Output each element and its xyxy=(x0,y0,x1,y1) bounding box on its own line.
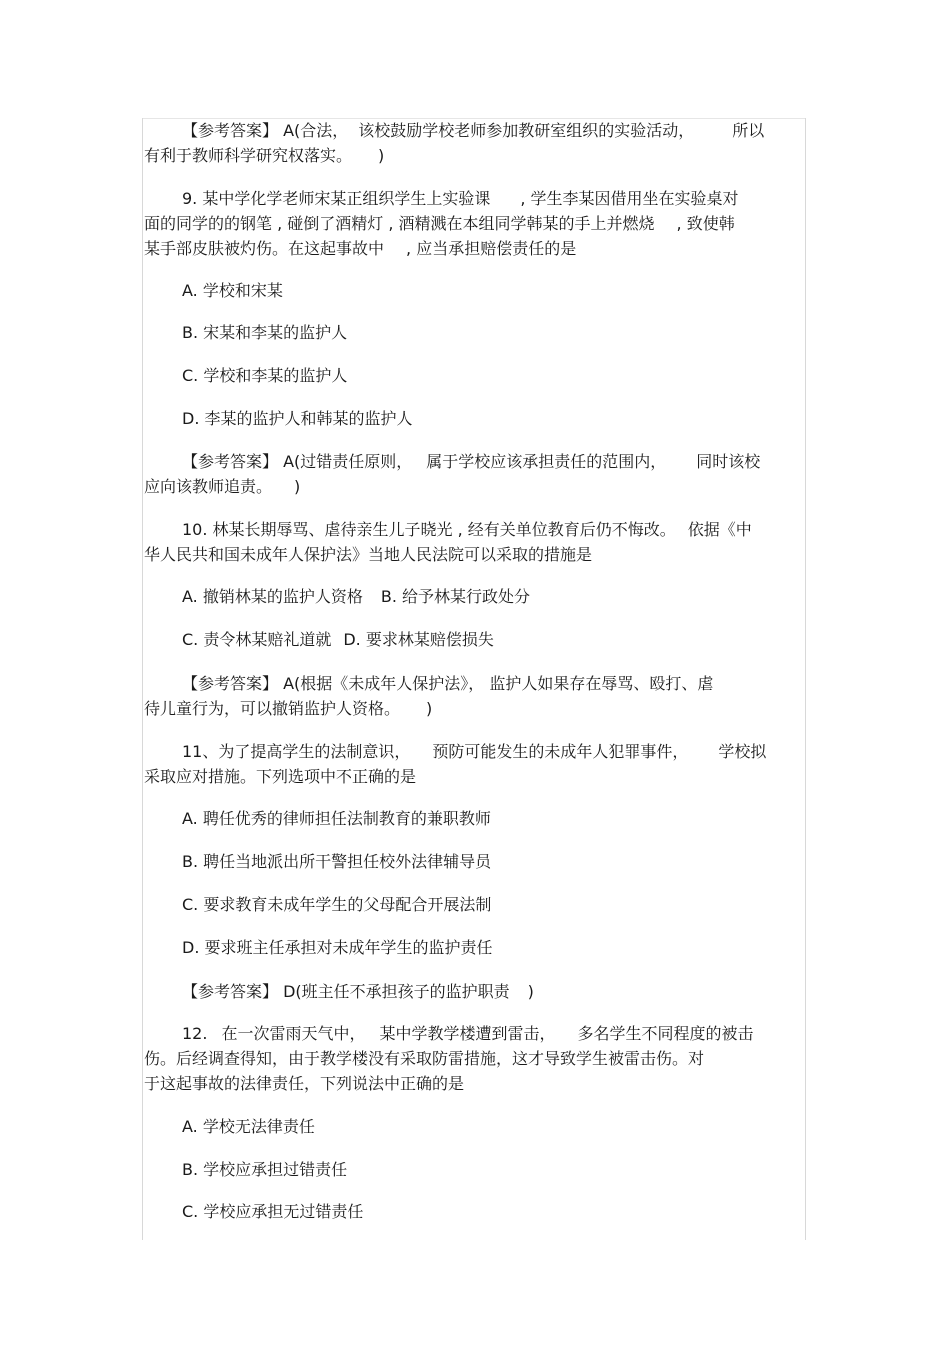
question-9-line-3 xyxy=(144,236,804,261)
question-11-text-1: 11、为了提高学生的法制意识， xyxy=(182,742,411,761)
question-9-option-d xyxy=(144,406,804,431)
answer-10-text-2: 待儿童行为，可以撤销监护人资格。 xyxy=(144,699,401,718)
answer-8-text-3: 所以 xyxy=(732,121,765,140)
answer-10 xyxy=(144,671,804,721)
question-9-text-3: 面的同学的的钢笔 , 碰倒了酒精灯 , 酒精溅在本组同学韩某的手上并燃烧 xyxy=(144,214,655,233)
question-9-text-4: , 致使韩 xyxy=(676,214,735,233)
question-9-option-b xyxy=(144,320,804,345)
answer-11-text-1: 【参考答案】 D(班主任不承担孩子的监护职责 xyxy=(182,982,510,1001)
option-text: C. 学校应承担无过错责任 xyxy=(182,1202,364,1221)
question-9-line-1 xyxy=(144,186,804,211)
option-text: A. 学校和宋某 xyxy=(182,281,283,300)
answer-10-text-3: ) xyxy=(426,699,433,718)
answer-8-line-1 xyxy=(144,118,804,143)
question-10-options-line-1 xyxy=(144,584,804,609)
question-10-options-line-2 xyxy=(144,627,804,652)
answer-8 xyxy=(144,118,804,168)
answer-11-line-1 xyxy=(144,979,804,1004)
document-page xyxy=(142,118,806,1240)
answer-10-line-1: 【参考答案】 A(根据《未成年人保护法》， 监护人如果存在辱骂、殴打、虐 xyxy=(182,674,714,693)
answer-10-line-2 xyxy=(144,696,804,721)
question-11-option-b xyxy=(144,849,804,874)
question-12 xyxy=(144,1021,804,1096)
answer-9-text-4: 应向该教师追责。 xyxy=(144,477,273,496)
question-11-option-c xyxy=(144,892,804,917)
option-text: B. 聘任当地派出所干警担任校外法律辅导员 xyxy=(182,852,492,871)
answer-8-text-2: 该校鼓励学校老师参加教研室组织的实验活动， xyxy=(358,121,695,140)
question-10-line-1 xyxy=(144,517,804,542)
question-9-text-5: 某手部皮肤被灼伤。在这起事故中 xyxy=(144,239,385,258)
question-9-text-2: , 学生李某因借用坐在实验桌对 xyxy=(520,189,739,208)
answer-8-text-1: 【参考答案】 A(合法， xyxy=(182,121,349,140)
question-11-option-d xyxy=(144,935,804,960)
question-9-text-6: , 应当承担赔偿责任的是 xyxy=(406,239,577,258)
answer-11 xyxy=(144,979,804,1004)
option-text: A. 撤销林某的监护人资格 xyxy=(182,587,363,606)
question-10-options-row-2 xyxy=(144,627,804,652)
option-text: A. 聘任优秀的律师担任法制教育的兼职教师 xyxy=(182,809,491,828)
question-12-line-1 xyxy=(144,1021,804,1046)
answer-9-text-3: 同时该校 xyxy=(696,452,761,471)
question-9-option-c xyxy=(144,363,804,388)
answer-9 xyxy=(144,449,804,499)
question-10-text-2: 依据《中 xyxy=(687,520,752,539)
question-12-option-a xyxy=(144,1114,804,1139)
option-text: B. 学校应承担过错责任 xyxy=(182,1160,348,1179)
question-10-line-2: 华人民共和国未成年人保护法》当地人民法院可以采取的措施是 xyxy=(144,545,593,564)
answer-9-text-1: 【参考答案】 A(过错责任原则， xyxy=(182,452,413,471)
option-text: D. 李某的监护人和韩某的监护人 xyxy=(182,409,413,428)
question-9-line-2 xyxy=(144,211,804,236)
question-10 xyxy=(144,517,804,567)
answer-8-text-5: ) xyxy=(378,146,385,165)
question-12-text-2: 在一次雷雨天气中， xyxy=(221,1024,366,1043)
question-12-option-c xyxy=(144,1199,804,1224)
question-12-text-1: 12. xyxy=(182,1024,208,1043)
question-11-line-2: 采取应对措施。下列选项中不正确的是 xyxy=(144,767,417,786)
question-12-text-4: 多名学生不同程度的被击 xyxy=(577,1024,754,1043)
question-11 xyxy=(144,739,804,789)
option-text: B. 给予林某行政处分 xyxy=(380,587,530,606)
question-9-option-a xyxy=(144,278,804,303)
question-12-line-3: 于这起事故的法律责任，下列说法中正确的是 xyxy=(144,1074,465,1093)
answer-11-text-2: ) xyxy=(527,982,534,1001)
question-12-line-2: 伤。后经调查得知，由于教学楼没有采取防雷措施，这才导致学生被雷击伤。对 xyxy=(144,1049,705,1068)
question-10-options-row-1 xyxy=(144,584,804,609)
question-9-text-1: 9. 某中学化学老师宋某正组织学生上实验课 xyxy=(182,189,491,208)
answer-9-line-2 xyxy=(144,474,804,499)
question-9 xyxy=(144,186,804,261)
answer-9-text-5: ) xyxy=(294,477,301,496)
question-11-text-2: 预防可能发生的未成年人犯罪事件， xyxy=(432,742,689,761)
option-text: C. 要求教育未成年学生的父母配合开展法制 xyxy=(182,895,492,914)
question-11-line-1 xyxy=(144,739,804,764)
question-12-option-b xyxy=(144,1157,804,1182)
answer-9-line-1 xyxy=(144,449,804,474)
answer-8-text-4: 有利于教师科学研究权落实。 xyxy=(144,146,353,165)
question-12-text-3: 某中学教学楼遭到雷击， xyxy=(379,1024,556,1043)
option-text: C. 责令林某赔礼道就 xyxy=(182,630,332,649)
option-text: A. 学校无法律责任 xyxy=(182,1117,315,1136)
question-11-text-3: 学校拟 xyxy=(718,742,767,761)
answer-9-text-2: 属于学校应该承担责任的范围内， xyxy=(426,452,667,471)
option-text: D. 要求班主任承担对未成年学生的监护责任 xyxy=(182,938,493,957)
question-10-text-1: 10. 林某长期辱骂、虐待亲生儿子晓光 , 经有关单位教育后仍不悔改。 xyxy=(182,520,676,539)
question-11-option-a xyxy=(144,806,804,831)
option-text: B. 宋某和李某的监护人 xyxy=(182,323,348,342)
answer-8-line-2 xyxy=(144,143,804,168)
option-text: C. 学校和李某的监护人 xyxy=(182,366,348,385)
option-text: D. 要求林某赔偿损失 xyxy=(343,630,494,649)
